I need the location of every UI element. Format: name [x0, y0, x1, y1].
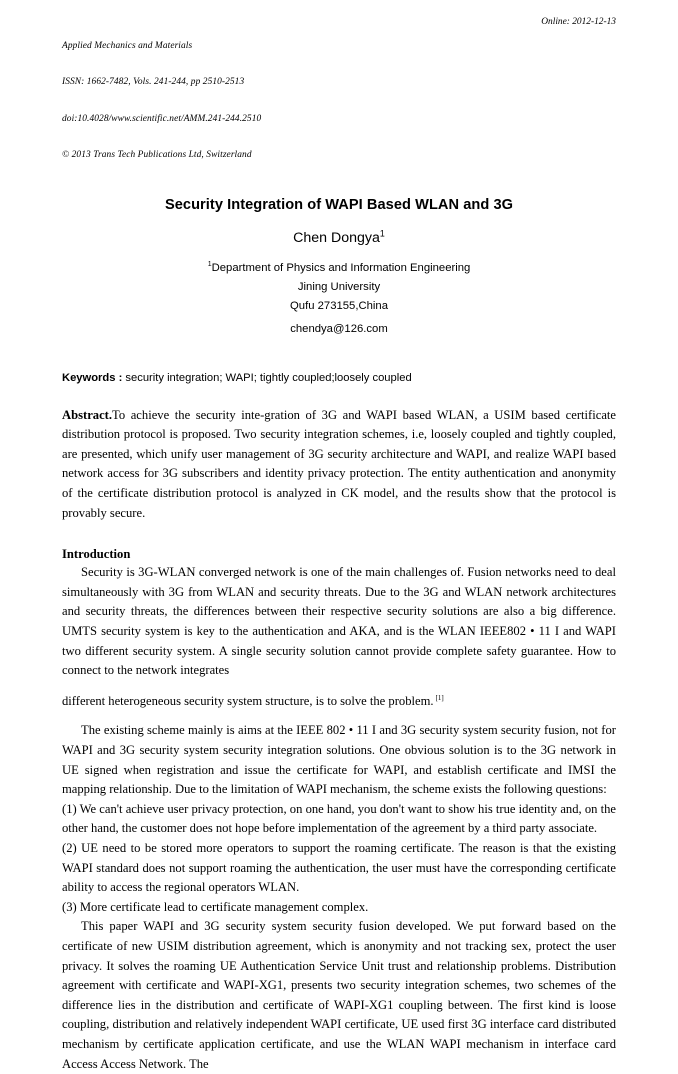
keywords-label: Keywords : [62, 371, 123, 384]
keywords-value: security integration; WAPI; tightly coupled;loosely coupled [125, 371, 412, 384]
keywords-line [62, 370, 616, 386]
intro-paragraph-2: The existing scheme mainly is aims at the IEEE 802 • 11 I and 3G security system security fusion, not for WAPI and 3G security system security integration solutions. One obvious solution is to the 3G network in UE signed when registration and issue the certificate for WAPI, and establish certificate and IMSI the mapping relationship. Due to the limitation of WAPI mechanism, the scheme exists the following questions: [62, 723, 616, 797]
abstract-label: Abstract. [62, 407, 113, 422]
intro-paragraph-1-tail [62, 692, 616, 712]
abstract-block [62, 406, 616, 524]
citation-reference-1: [1] [435, 693, 444, 702]
author-affiliation-marker: 1 [379, 228, 385, 239]
page-content [62, 16, 616, 1074]
section-heading-introduction: Introduction [62, 547, 131, 562]
affiliation-marker: 1 [207, 261, 212, 269]
intro-paragraph-1: Security is 3G-WLAN converged network is one of the main challenges of. Fusion networks need to deal simultaneously with 3G from WLAN and security threats. Due to the 3G and WLAN network architectures and security threats, the differences between their respective security solutions are also a big difference. UMTS security system is key to the authentication and AKA, and is the WLAN IEEE802 • 11 I and WAPI two different security system. A single security solution cannot provide complete safety guarantee. How to connect to the network integrates [62, 565, 616, 678]
masthead [62, 16, 616, 185]
intro-paragraph-1-tail-text: different heterogeneous security system structure, is to solve the problem. [62, 693, 434, 708]
issn-line: ISSN: 1662-7482, Vols. 241-244, pp 2510-2513 [62, 77, 245, 88]
abstract-text: To achieve the security inte-gration of 3G and WAPI based WLAN, a USIM based certificate distribution protocol is proposed. Two security integration schemes, i.e, loosely coupled and tightly coupled, are presented, which unify user management of 3G security architecture and WAPI, and realize WAPI based network access for 3G subscribers and identity privacy protection. The entity authentication and anonymity of the certificate distribution protocol is analyzed in CK model, and the results show that the protocol is provably secure. [62, 407, 616, 520]
masthead-left-block [62, 16, 616, 185]
affiliation-department: Department of Physics and Information Engineering [211, 262, 471, 275]
author-label: Chen Dongya [293, 230, 380, 247]
copyright-line: © 2013 Trans Tech Publications Ltd, Switzerland [62, 150, 252, 161]
intro-list-item-2: (2) UE need to be stored more operators to support the roaming certificate. The reason is that the existing WAPI standard does not support roaming the authentication, the user must have the corresponding certificate ability to access the regional operators WLAN. [62, 840, 616, 895]
page-title: Security Integration of WAPI Based WLAN and 3G [164, 197, 514, 214]
journal-name: Applied Mechanics and Materials [62, 41, 193, 52]
online-date: Online: 2012-12-13 [541, 17, 616, 27]
affiliation-block [62, 259, 616, 338]
author-email[interactable]: chendya@126.com [290, 323, 388, 336]
author-name [62, 229, 616, 247]
intro-list-item-3: (3) More certificate lead to certificate management complex. [62, 899, 369, 914]
affiliation-line-3: Qufu 273155,China [290, 299, 388, 312]
affiliation-line-2: Jining University [297, 280, 381, 293]
affiliation-line-1 [62, 259, 616, 278]
intro-paragraph-3: This paper WAPI and 3G security system security fusion developed. We put forward based on the certificate of new USIM distribution agreement, which is anonymity and not tracking sex, protect the user privacy. It solves the roaming UE Authentication Service Unit trust and relationship problems. Distribution agreement with certificate and WAPI-XG1, presents two security integration schemes, two schemes of the difference lies in the distribution and certificate of WAPI-XG1 coupling between. The first kind is loose coupling, distribution and relatively independent WAPI certificate, UE used first 3G interface card distributed mechanism by certificate application certificate, and use the WLAN WAPI mechanism in interface card Access Access Network. The [62, 919, 616, 1071]
intro-list-item-1: (1) We can't achieve user privacy protection, on one hand, you don't want to show his true identity and, on the other hand, the customer does not hope before implementation of the agreement by a third party associate. [62, 801, 616, 836]
doi-line: doi:10.4028/www.scientific.net/AMM.241-244.2510 [62, 113, 262, 124]
